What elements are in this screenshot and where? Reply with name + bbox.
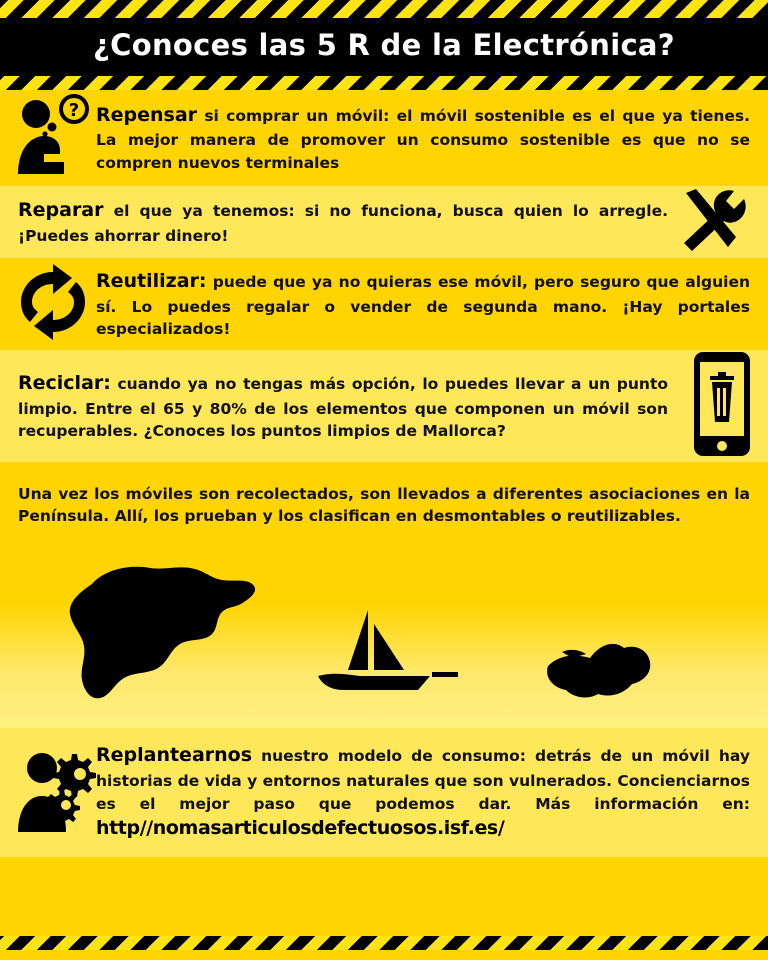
block-repensar <box>0 90 768 186</box>
block-reparar-text <box>18 197 668 247</box>
svg-text:?: ? <box>68 100 80 121</box>
page-title: ¿Conoces las 5 R de la Electrónica? <box>93 28 675 62</box>
block-reciclar <box>0 350 768 462</box>
block-reciclar-keyword: Reciclar: <box>18 372 111 395</box>
footer-text <box>96 742 750 842</box>
block-note <box>0 462 768 548</box>
wrench-screwdriver-icon <box>672 187 752 257</box>
hazard-stripe-under-title <box>0 76 768 90</box>
block-repensar-keyword: Repensar <box>96 103 198 126</box>
block-repensar-body: si comprar un móvil: el móvil sostenible es el que ya tienes. La mejor manera de promover un consumo sostenible es que no se compren nuevos terminales <box>96 106 750 172</box>
footer-url[interactable]: http//nomasarticulosdefectuosos.isf.es/ <box>96 816 505 839</box>
person-thinking-icon <box>14 94 92 182</box>
block-reciclar-text <box>18 370 668 442</box>
recycle-arrows-icon <box>14 264 92 344</box>
person-gears-icon <box>14 748 96 838</box>
sailboat-icon <box>318 610 458 690</box>
title-band <box>0 18 768 76</box>
block-reparar-body: el que ya tenemos: si no funciona, busca quien lo arregle. ¡Puedes ahorrar dinero! <box>18 201 668 245</box>
mallorca-island-icon <box>547 644 650 698</box>
spain-peninsula-icon <box>70 567 255 698</box>
block-reutilizar-body: puede que ya no quieras ese móvil, pero seguro que alguien sí. Lo puedes regalar o vender de segunda mano. ¡Hay portales especializados! <box>96 273 750 339</box>
main-content <box>0 90 768 857</box>
block-reutilizar <box>0 258 768 350</box>
block-reutilizar-keyword: Reutilizar: <box>96 270 207 292</box>
block-reutilizar-text <box>96 268 750 340</box>
block-reparar <box>0 186 768 258</box>
footer-keyword: Replantearnos <box>96 744 253 767</box>
footer-body: nuestro modelo de consumo: detrás de un móvil hay historias de vida y entornos naturales que son vulnerados. Concienciarnos es el mejor paso que podemos dar. Más información en: <box>96 747 750 813</box>
block-replantearnos <box>0 728 768 856</box>
map-illustration <box>0 548 768 728</box>
block-reciclar-body: cuando ya no tengas más opción, lo puedes llevar a un punto limpio. Entre el 65 y 80% de los elementos que componen un móvil son recuperables. ¿Conoces los puntos limpios de Mallorca? <box>18 375 668 441</box>
bottom-spacer <box>0 952 768 960</box>
note-text: Una vez los móviles son recolectados, son llevados a diferentes asociaciones en la Península. Allí, los prueban y los clasifican en desmontables o reutilizables. <box>18 485 750 526</box>
hazard-stripe-top <box>0 0 768 18</box>
block-repensar-text <box>96 102 750 174</box>
phone-trash-icon <box>692 350 752 462</box>
block-reparar-keyword: Reparar <box>18 198 104 221</box>
hazard-stripe-bottom <box>0 936 768 950</box>
